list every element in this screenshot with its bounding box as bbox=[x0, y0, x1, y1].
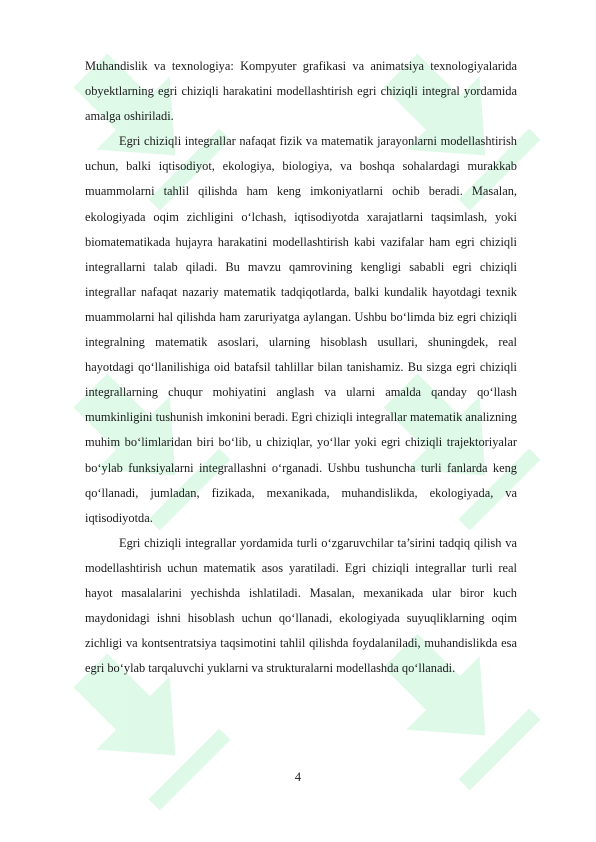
paragraph-1: Muhandislik va texnologiya: Kompyuter grafikasi va animatsiya texnologiyalarida obyektlarning egri chiziqli harakatini modellashtirish egri chiziqli integral yordamida amalga oshiriladi. bbox=[85, 59, 517, 124]
paragraph-2: Egri chiziqli integrallar nafaqat fizik va matematik jarayonlarni modellashtirish uchun, balki iqtisodiyot, ekologiya, biologiya, va boshqa sohalardagi murakkab muammolarni tahlil qilishda ham keng imkoniyatlarni ochib beradi. Masalan, ekologiyada oqim zichligini o‘lchash, iqtisodiyotda xarajatlarni taqsimlash, yoki biomatematikada hujayra harakatini modellashtirish kabi vazifalar ham egri chiziqli integrallarni talab qiladi. Bu mavzu qamrovining kengligi sababli egri chiziqli integrallar nafaqat nazariy matematik tadqiqotlarda, balki kundalik hayotdagi texnik muammolarni hal qilishda ham zaruriyatga aylangan. Ushbu bo‘limda biz egri chiziqli integralning matematik asoslari, ularning hisoblash usullari, shuningdek, real hayotdagi qo‘llanilishiga oid batafsil tahlillar bilan tanishamiz. Bu sizga egri chiziqli integrallarning chuqur mohiyatini anglash va ularni amalda qanday qo‘llash mumkinligini tushunish imkonini beradi. Egri chiziqli integrallar matematik analizning muhim bo‘limlaridan biri bo‘lib, u chiziqlar, yo‘llar yoki egri chiziqli trajektoriyalar bo‘ylab funksiyalarni integrallashni o‘rganadi. Ushbu tushuncha turli fanlarda keng qo‘llanadi, jumladan, fizikada, mexanikada, muhandislikda, ekologiyada, va iqtisodiyotda. bbox=[85, 134, 517, 525]
document-body bbox=[85, 54, 517, 681]
paragraph-3: Egri chiziqli integrallar yordamida turli o‘zgaruvchilar ta’sirini tadqiq qilish va modellashtirish uchun matematik asos yaratiladi. Egri chiziqli integrallar turli real hayot masalalarini yechishda ishlatiladi. Masalan, mexanikada ular biror kuch maydonidagi ishni hisoblash uchun qo‘llanadi, ekologiyada suyuqliklarning oqim zichligi va kontsentratsiya taqsimotini tahlil qilishda foydalaniladi, muhandislikda esa egri bo‘ylab tarqaluvchi yuklarni va strukturalarni modellashda qo‘llanadi. bbox=[85, 535, 517, 676]
page-number: 4 bbox=[294, 770, 302, 784]
